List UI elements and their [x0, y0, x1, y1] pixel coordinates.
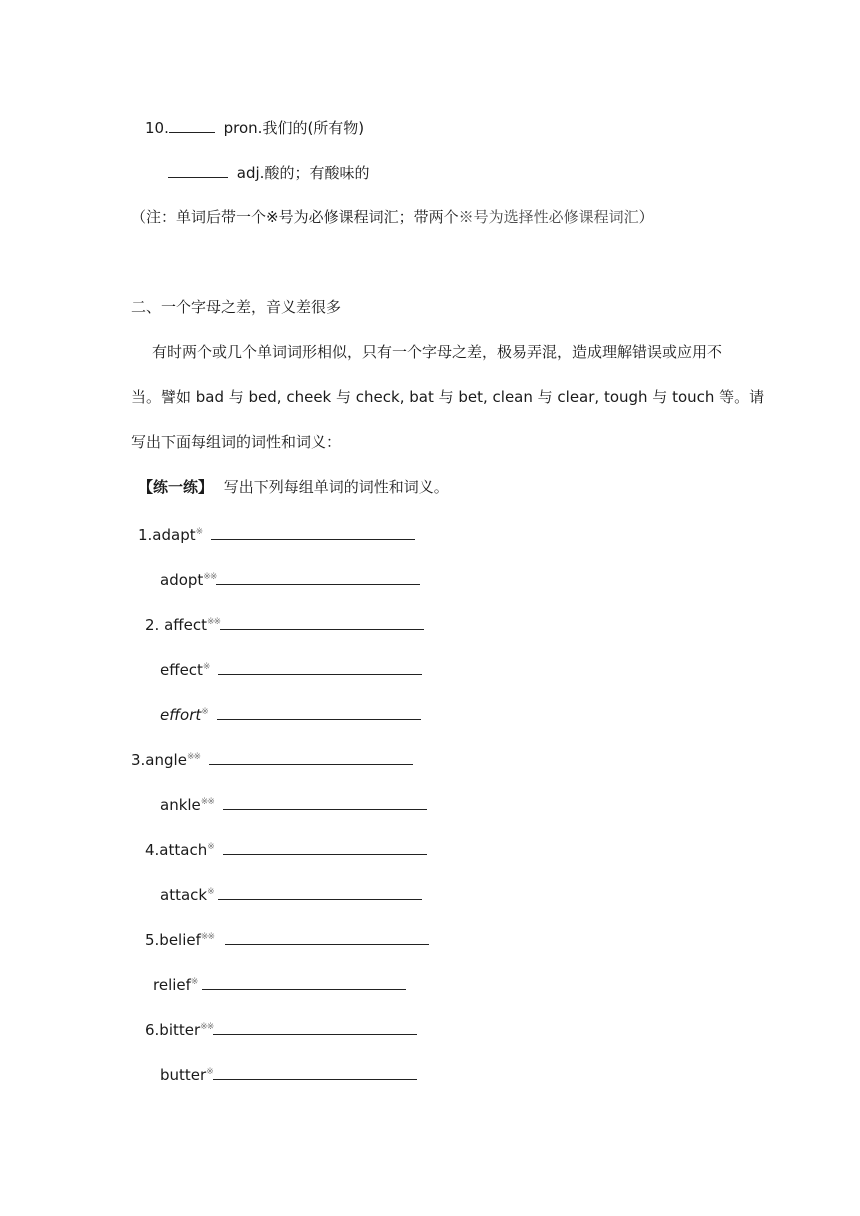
word-label: 2. affect — [145, 616, 207, 634]
syllabus-mark: ※ — [190, 977, 198, 987]
syllabus-mark: ※※ — [200, 1022, 214, 1032]
syllabus-mark: ※※ — [200, 932, 214, 942]
word-label: effort — [160, 706, 202, 724]
word-row — [145, 837, 427, 860]
part-of-speech: pron. — [223, 119, 263, 137]
word-row — [145, 612, 424, 635]
practice-tag: 【练一练】 — [138, 478, 214, 496]
answer-blank[interactable] — [213, 1019, 417, 1035]
answer-blank[interactable] — [169, 117, 215, 133]
syllabus-mark: ※※ — [186, 752, 201, 762]
word-label: 1.adapt — [138, 526, 196, 544]
word-row — [160, 702, 421, 725]
practice-instruction — [138, 477, 449, 497]
meaning: 我们的(所有物) — [262, 119, 365, 137]
word-row — [145, 927, 429, 950]
syllabus-mark: ※ — [207, 842, 214, 852]
paragraph-line-3: 写出下面每组词的词性和词义： — [131, 433, 342, 451]
word-row — [160, 657, 422, 680]
syllabus-mark: ※※ — [203, 572, 217, 582]
word-row — [160, 1062, 417, 1085]
item-sour — [168, 162, 369, 183]
word-label: 4.attach — [145, 841, 208, 859]
answer-blank[interactable] — [218, 659, 422, 675]
syllabus-mark: ※※ — [206, 617, 221, 627]
word-label: 6.bitter — [145, 1021, 201, 1039]
answer-blank[interactable] — [218, 884, 422, 900]
word-label: ankle — [160, 796, 201, 814]
word-label: 3.angle — [131, 751, 187, 769]
practice-text: 写出下列每组单词的词性和词义。 — [223, 478, 449, 496]
word-label: effect — [160, 661, 203, 679]
paragraph-line-2: 当。譬如 bad 与 bed, cheek 与 check, bat 与 bet, clean 与 clear, tough 与 touch 等。请 — [131, 388, 765, 406]
syllabus-mark: ※ — [201, 707, 208, 717]
answer-blank[interactable] — [225, 929, 429, 945]
section-heading: 二、一个字母之差，音义差很多 — [131, 298, 342, 316]
syllabus-mark: ※※ — [200, 797, 214, 807]
answer-blank[interactable] — [220, 614, 424, 630]
answer-blank[interactable] — [217, 704, 421, 720]
answer-blank[interactable] — [223, 794, 427, 810]
word-row — [160, 882, 422, 905]
answer-blank[interactable] — [213, 1064, 417, 1080]
word-row — [138, 522, 415, 545]
syllabus-mark: ※ — [195, 527, 203, 537]
word-label: attack — [160, 886, 208, 904]
word-row — [131, 747, 413, 770]
word-label: butter — [160, 1066, 207, 1084]
word-row — [160, 567, 420, 590]
word-row — [160, 792, 427, 815]
answer-blank[interactable] — [223, 839, 427, 855]
answer-blank[interactable] — [209, 749, 413, 765]
answer-blank[interactable] — [211, 524, 415, 540]
syllabus-mark: ※ — [206, 1067, 213, 1077]
word-label: 5.belief — [145, 931, 201, 949]
answer-blank[interactable] — [202, 974, 406, 990]
word-label: relief — [153, 976, 191, 994]
word-row — [153, 972, 406, 995]
item-10 — [145, 117, 364, 138]
answer-blank[interactable] — [168, 162, 228, 178]
answer-blank[interactable] — [216, 569, 420, 585]
item-number: 10. — [145, 119, 169, 137]
syllabus-mark: ※ — [207, 887, 214, 897]
word-label: adopt — [160, 571, 204, 589]
paragraph-line-1: 有时两个或几个单词词形相似，只有一个字母之差，极易弄混，造成理解错误或应用不 — [152, 343, 723, 361]
meaning: 酸的；有酸味的 — [264, 164, 370, 182]
syllabus-mark: ※ — [202, 662, 210, 672]
word-row — [145, 1017, 417, 1040]
part-of-speech: adj. — [236, 164, 265, 182]
note: （注：单词后带一个※号为必修课程词汇；带两个※号为选择性必修课程词汇） — [131, 208, 654, 226]
